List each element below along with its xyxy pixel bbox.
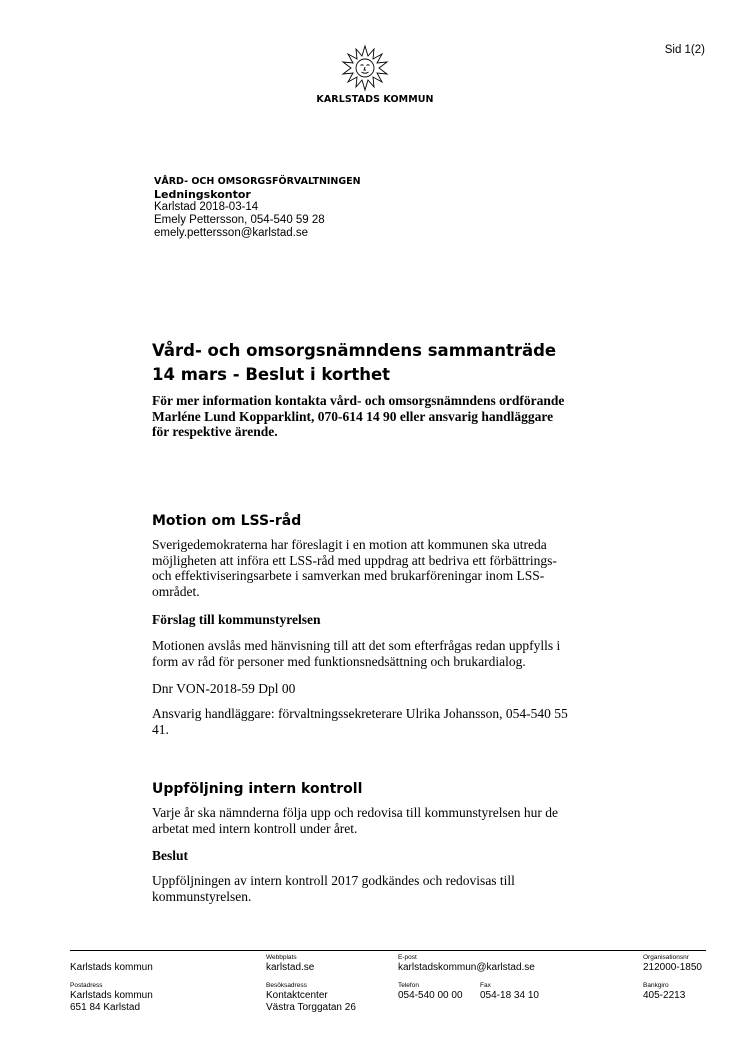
decision-paragraph: Uppföljningen av intern kontroll 2017 godkändes och redovisas till kommunstyrelsen.: [152, 873, 515, 904]
footer-fax: Fax 054-18 34 10: [480, 982, 539, 1001]
sender-block: [154, 175, 361, 240]
sun-logo-icon: [341, 44, 389, 92]
section-paragraph: Varje år ska nämnderna följa upp och redovisa till kommunstyrelsen hur de arbetat med intern kontroll under året.: [152, 805, 559, 836]
footer-phone: Telefon 054-540 00 00: [398, 982, 463, 1001]
logo-text: KARLSTADS KOMMUN: [316, 94, 434, 105]
section-paragraph: Sverigedemokraterna har föreslagit i en motion att kommunen ska utreda möjligheten att införa ett LSS-råd med uppdrag att bedriva ett förbättrings- och effektiviseringsarbete i samverkan med brukarföreningar inom LSS- området.: [152, 537, 557, 599]
organization-name: VÅRD- OCH OMSORGSFÖRVALTNINGEN: [154, 176, 361, 187]
dnr-reference: Dnr VON-2018-59 Dpl 00: [152, 681, 296, 696]
subheading-proposal: Förslag till kommunstyrelsen: [152, 612, 321, 627]
office-name: Ledningskontor: [154, 188, 251, 201]
footer-postal-address: Postadress Karlstads kommun 651 84 Karlstad: [70, 982, 153, 1013]
contact-person: Emely Pettersson, 054-540 59 28: [154, 214, 325, 226]
footer-name: Karlstads kommun: [70, 962, 153, 973]
page-number: Sid 1(2): [664, 44, 705, 56]
page-title: Vård- och omsorgsnämndens sammanträde 14 mars - Beslut i korthet: [152, 341, 557, 384]
footer-orgnr: Organisationsnr 212000-1850: [643, 954, 702, 973]
place-date: Karlstad 2018-03-14: [154, 201, 259, 213]
footer-visit-address: Besöksadress Kontaktcenter Västra Torggatan 26: [266, 982, 356, 1013]
intro-paragraph: För mer information kontakta vård- och omsorgsnämndens ordförande Marléne Lund Kopparklint, 070-614 14 90 eller ansvarig handläggare för respektive ärende.: [152, 393, 565, 439]
responsible-officer: Ansvarig handläggare: förvaltningssekreterare Ulrika Johansson, 054-540 55 41.: [152, 706, 568, 737]
footer-web: Webbplats karlstad.se: [266, 954, 315, 973]
proposal-paragraph: Motionen avslås med hänvisning till att det som efterfrågas redan uppfylls i form av råd för personer med funktionsnedsättning och brukardialog.: [152, 638, 561, 669]
contact-email: emely.pettersson@karlstad.se: [154, 227, 308, 239]
section-title-internal-control: Uppföljning intern kontroll: [152, 781, 363, 797]
subheading-decision: Beslut: [152, 848, 189, 863]
footer-bankgiro: Bankgiro 405-2213: [643, 982, 686, 1001]
footer-email: E-post karlstadskommun@karlstad.se: [398, 954, 535, 973]
footer-divider: [70, 950, 706, 951]
section-title-lss: Motion om LSS-råd: [152, 513, 302, 529]
